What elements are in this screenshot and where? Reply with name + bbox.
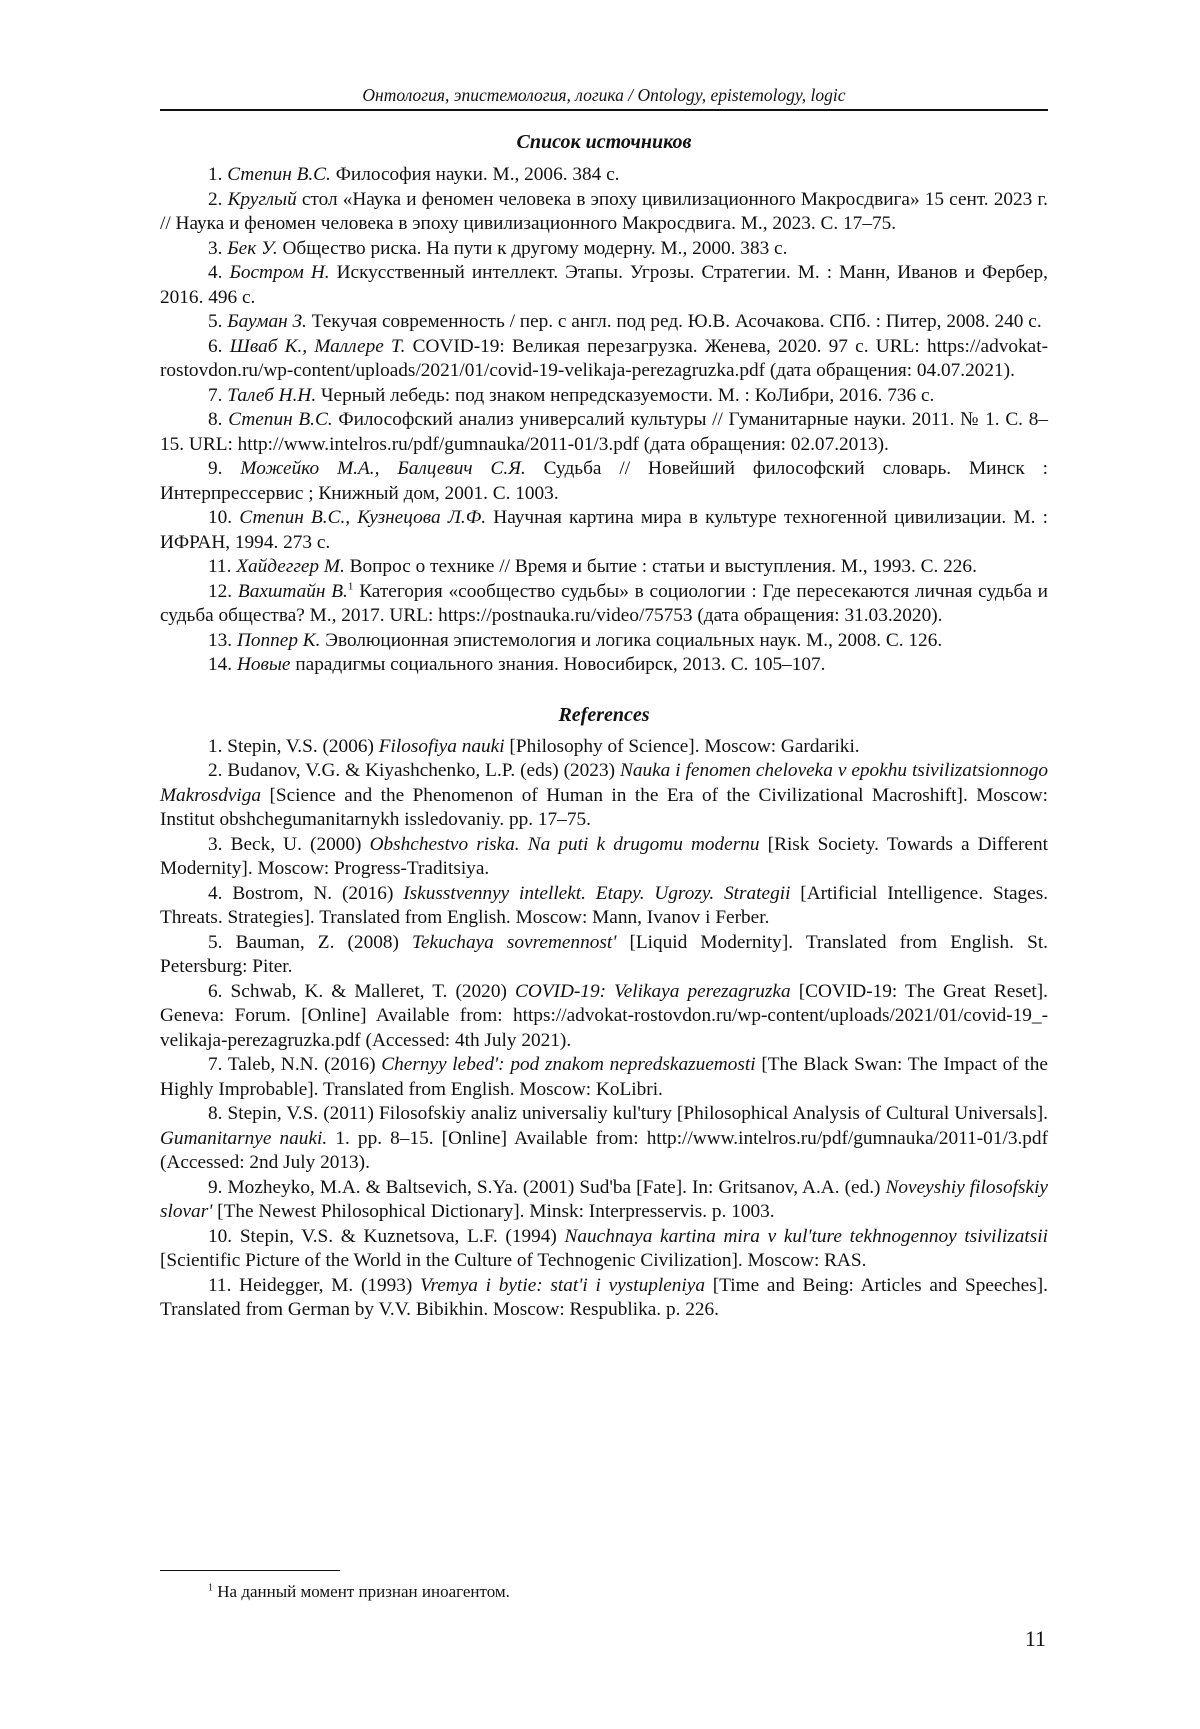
reference-text: Mozheyko, M.A. & Baltsevich, S.Ya. (2001) Sud'ba [Fate]. In: Gritsanov, A.A. (ed.) [227,1176,881,1198]
source-text: стол «Наука и феномен человека в эпоху цивилизационного Макросдвига» 15 сент. 2023 г. // Наука и феномен человека в эпоху цивилизационного Макросдвига. М., 2023. С. 17–75. [160,188,1048,234]
running-header: Онтология, эпистемология, логика / Ontology, epistemology, logic [362,85,846,105]
source-author: Новые [236,654,291,675]
source-author: Вахштайн В. [237,580,348,602]
reference-text: Stepin, V.S. (2011) Filosofskiy analiz universaliy kul'tury [Philosophical Analysis of Cultural Universals]. [227,1103,1048,1124]
reference-entry [160,980,1048,1054]
source-entry [160,653,1048,678]
source-number: 12. [208,580,233,602]
footnote-mark: 1 [208,1582,213,1594]
source-text: Категория «сообщество судьбы» в социологии : Где пересекаются личная судьба и судьба общества? М., 2017. URL: https://postnauka.ru/video/75753 (дата обращения: 31.03.2020). [160,580,1049,626]
references-title: References [558,703,650,726]
source-author: Круглый [227,188,297,210]
reference-title: Noveyshiy filosofskiy slovar' [160,1176,1048,1222]
reference-text: [COVID-19: The Great Reset]. Geneva: Forum. [Online] Available from: https://advokat-rostovdon.ru/wp-content/uploads/2021/01/covid-19_-velikaja-perezagruzka.pdf (Accessed: 4th July 2021). [160,980,1048,1051]
source-entry [160,555,1048,580]
source-number: 6. [208,335,223,357]
source-entry [160,457,1048,506]
reference-title: Filosofiya nauki [378,735,505,757]
reference-entry [160,759,1048,833]
reference-number: 2. [208,760,223,781]
reference-entry [160,1176,1048,1225]
reference-number: 6. [208,980,223,1002]
source-text: Судьба // Новейший философский словарь. Минск : Интерпрессервис ; Книжный дом, 2001. С. 1003. [160,458,1049,504]
source-entry [160,408,1048,457]
reference-text: Stepin, V.S. (2006) [227,735,374,757]
reference-text: [Artificial Intelligence. Stages. Threats. Strategies]. Translated from English. Moscow: Mann, Ivanov i Ferber. [160,882,1049,928]
source-entry [160,580,1048,629]
reference-text: 1. pp. 8–15. [Online] Available from: http://www.intelros.ru/pdf/gumnauka/2011-01/3.pdf (Accessed: 2nd July 2013). [160,1127,1048,1173]
reference-number: 10. [208,1225,233,1247]
source-text: Вопрос о технике // Время и бытие : статьи и выступления. М., 1993. С. 226. [349,556,977,577]
reference-entry [160,735,1048,760]
reference-text: Budanov, V.G. & Kiyashchenko, L.P. (eds) (2023) [227,760,616,781]
footnote [160,1581,1048,1603]
source-entry [160,629,1048,654]
reference-entry [160,833,1048,882]
reference-title: COVID-19: Velikaya perezagruzka [514,980,791,1002]
source-number: 9. [208,458,223,479]
source-number: 3. [208,237,223,259]
source-author: Бек У. [227,237,278,259]
source-entry [160,310,1048,335]
reference-text: Heidegger, M. (1993) [239,1274,413,1296]
reference-title: Iskusstvennyy intellekt. Etapy. Ugrozy. Strategii [403,882,791,904]
source-author: Можейко М.А., Балцевич С.Я. [240,458,526,479]
source-author: Степин В.С., Кузнецова Л.Ф. [239,507,487,528]
reference-text: [Risk Society. Towards a Different Modernity]. Moscow: Progress-Traditsiya. [160,833,1048,879]
source-text: Научная картина мира в культуре техногенной цивилизации. М. : ИФРАН, 1994. 273 с. [160,507,1048,553]
footnote-rule [160,1570,340,1571]
page-content [160,84,1048,1323]
reference-number: 9. [208,1176,223,1198]
reference-entry [160,882,1048,931]
source-entry [160,188,1048,237]
reference-text: [The Newest Philosophical Dictionary]. Minsk: Interpresservis. p. 1003. [217,1201,775,1222]
source-text: Искусственный интеллект. Этапы. Угрозы. Стратегии. М. : Манн, Иванов и Фербер, 2016. 496 с. [160,262,1048,308]
source-text: Философия науки. М., 2006. 384 с. [335,164,620,185]
reference-title: Nauchnaya kartina mira v kul'ture tekhnogennoy tsivilizatsii [564,1225,1048,1247]
source-number: 11. [208,556,232,577]
reference-number: 4. [208,882,223,904]
source-entry [160,384,1048,409]
source-number: 10. [208,507,233,528]
source-entry [160,237,1048,262]
source-entry [160,335,1048,384]
reference-title: Nauka i fenomen cheloveka v epokhu tsivilizatsionnogo Makrosdviga [160,760,1049,806]
reference-number: 1. [208,735,223,757]
reference-text: [Philosophy of Science]. Moscow: Gardariki. [509,735,860,757]
source-author: Степин В.С. [228,409,333,430]
reference-text: Bauman, Z. (2008) [235,931,399,953]
source-number: 4. [208,262,223,283]
reference-text: [Scientific Picture of the World in the Culture of Technogenic Civilization]. Moscow: RAS. [160,1250,867,1271]
reference-text: Bostrom, N. (2016) [232,882,394,904]
reference-text: Stepin, V.S. & Kuznetsova, L.F. (1994) [239,1225,557,1247]
source-author: Шваб К., Маллере Т. [229,335,406,357]
reference-text: [Science and the Phenomenon of Human in the Era of the Civilizational Macroshift]. Moscow: Institut obshchegumanitarnykh issledovaniy. pp. 17–75. [160,784,1048,830]
source-author: Поппер К. [236,629,321,651]
reference-title: Chernyy lebed': pod znakom nepredskazuemosti [381,1054,756,1075]
footnote-ref: 1 [347,580,354,593]
reference-title: Gumanitarnye nauki. [160,1127,328,1149]
reference-text: [Liquid Modernity]. Translated from English. St. Petersburg: Piter. [160,931,1048,977]
source-text: COVID-19: Великая перезагрузка. Женева, 2020. 97 с. URL: https://advokat-rostovdon.ru/wp-content/uploads/2021/01/covid-19-velikaja-perezagruzka.pdf (дата обращения: 04.07.2021). [160,335,1048,381]
reference-entry [160,931,1048,980]
reference-entry [160,1274,1048,1323]
source-author: Бостром Н. [229,262,330,283]
source-number: 5. [208,311,223,332]
source-text: Философский анализ универсалий культуры // Гуманитарные науки. 2011. № 1. С. 8–15. URL: http://www.intelros.ru/pdf/gumnauka/2011-01/3.pdf (дата обращения: 02.07.2013). [160,409,1048,455]
source-text: Текучая современность / пер. с англ. под ред. Ю.В. Асочакова. СПб. : Питер, 2008. 240 с. [311,311,1042,332]
references-list [160,735,1048,1323]
source-number: 8. [208,409,223,430]
reference-entry [160,1102,1048,1176]
reference-title: Tekuchaya sovremennost' [412,931,617,953]
reference-number: 5. [208,931,223,953]
page-number: 11 [1024,1626,1046,1651]
reference-text: [Time and Being: Articles and Speeches]. Translated from German by V.V. Bibikhin. Moscow: Respublika. p. 226. [160,1274,1048,1320]
reference-number: 11. [208,1274,232,1296]
sources-title: Список источников [516,131,692,153]
source-number: 7. [208,384,223,406]
reference-number: 7. [208,1054,223,1075]
source-author: Степин В.С. [227,164,331,185]
reference-text: Taleb, N.N. (2016) [227,1054,376,1075]
source-text: Общество риска. На пути к другому модерну. М., 2000. 383 с. [282,237,788,259]
reference-number: 8. [208,1103,223,1124]
reference-text: [The Black Swan: The Impact of the Highly Improbable]. Translated from English. Moscow: KoLibri. [160,1054,1048,1100]
reference-text: Beck, U. (2000) [230,833,362,855]
source-number: 1. [208,164,223,185]
footnote-text: На данный момент признан иноагентом. [217,1582,510,1601]
source-author: Талеб Н.Н. [227,384,317,406]
source-entry [160,261,1048,310]
source-number: 13. [208,629,233,651]
reference-title: Vremya i bytie: stat'i i vystupleniya [420,1274,705,1296]
header-rule [160,109,1048,111]
source-text: Черный лебедь: под знаком непредсказуемости. М. : КоЛибри, 2016. 736 с. [321,384,935,406]
source-text: парадигмы социального знания. Новосибирск, 2013. С. 105–107. [295,654,826,675]
source-entry [160,506,1048,555]
source-entry [160,163,1048,188]
sources-list [160,163,1048,678]
source-author: Бауман З. [227,311,307,332]
source-author: Хайдеггер М. [236,556,345,577]
reference-number: 3. [208,833,223,855]
source-number: 14. [208,654,233,675]
source-number: 2. [208,188,223,210]
source-text: Эволюционная эпистемология и логика социальных наук. М., 2008. С. 126. [325,629,943,651]
reference-entry [160,1053,1048,1102]
reference-entry [160,1225,1048,1274]
reference-title: Obshchestvo riska. Na puti k drugomu modernu [369,833,760,855]
reference-text: Schwab, K. & Malleret, T. (2020) [230,980,507,1002]
